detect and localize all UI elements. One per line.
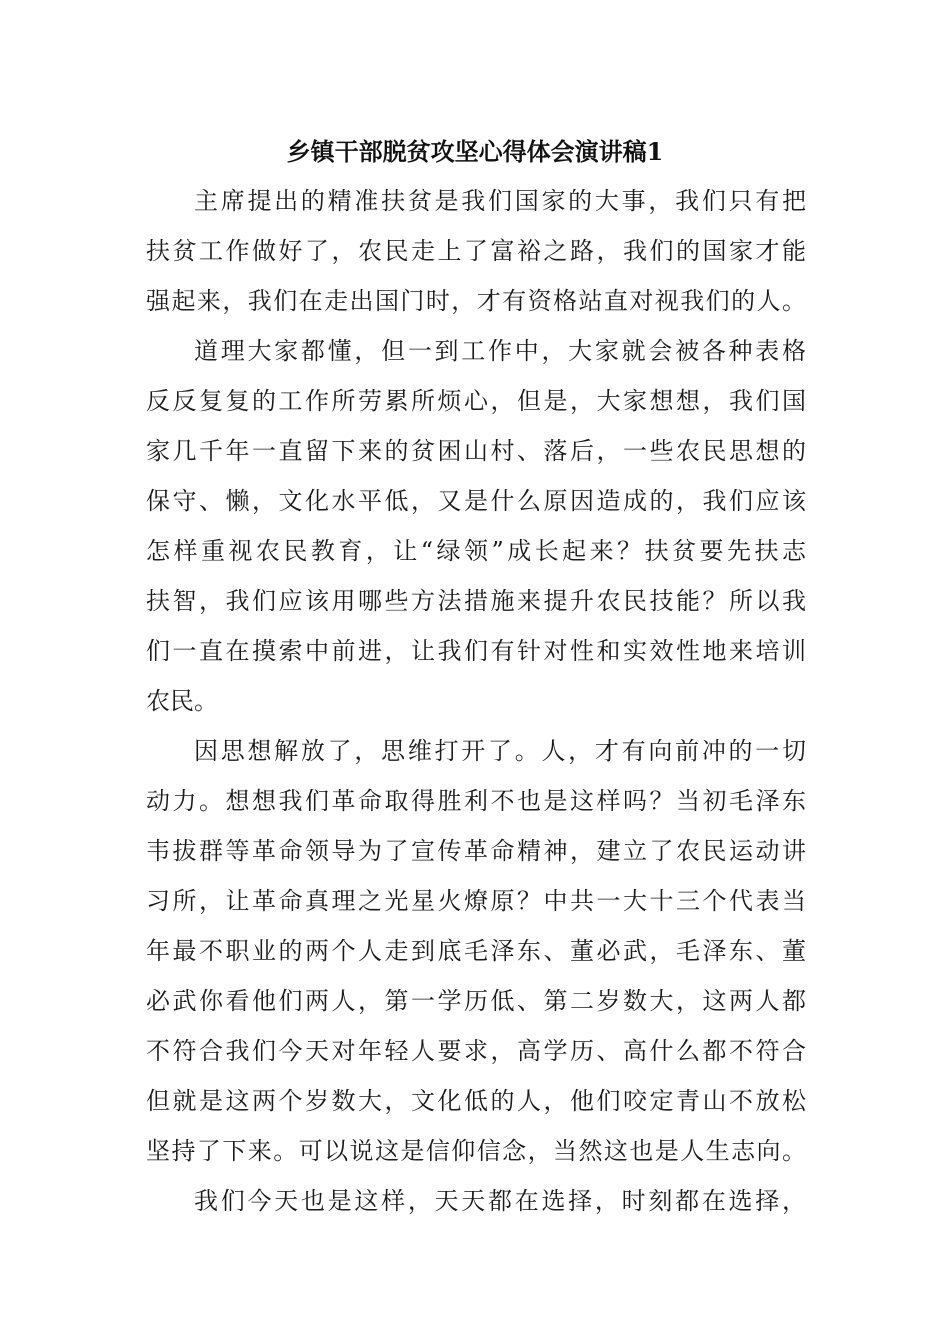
paragraph-1-line-3: 强起来，我们在走出国门时，才有资格站直对视我们的人。 xyxy=(146,287,806,315)
paragraph-3-line-9: 坚持了下来。可以说这是信仰信念，当然这也是人生志向。 xyxy=(146,1137,806,1165)
paragraph-3-line-1: 因思想解放了，思维打开了。人，才有向前冲的一切 xyxy=(194,737,806,765)
paragraph-3-line-4: 习所，让革命真理之光星火燎原？中共一大十三个代表当 xyxy=(146,887,806,915)
paragraph-1-line-1: 主席提出的精准扶贫是我们国家的大事，我们只有把 xyxy=(194,187,806,215)
paragraph-2-line-8: 农民。 xyxy=(146,687,218,715)
paragraph-3-line-7: 不符合我们今天对年轻人要求，高学历、高什么都不符合 xyxy=(146,1037,806,1065)
paragraph-1-line-2: 扶贫工作做好了，农民走上了富裕之路，我们的国家才能 xyxy=(146,237,806,265)
paragraph-2-line-2: 反反复复的工作所劳累所烦心，但是，大家想想，我们国 xyxy=(146,387,806,415)
paragraph-3-line-5: 年最不职业的两个人走到底毛泽东、董必武，毛泽东、董 xyxy=(146,937,806,965)
paragraph-4-line-1: 我们今天也是这样，天天都在选择，时刻都在选择， xyxy=(194,1187,806,1215)
paragraph-3-line-6: 必武你看他们两人，第一学历低、第二岁数大，这两人都 xyxy=(146,987,806,1015)
paragraph-2-line-4: 保守、懒，文化水平低，又是什么原因造成的，我们应该 xyxy=(146,487,806,515)
paragraph-3-line-3: 韦拔群等革命领导为了宣传革命精神，建立了农民运动讲 xyxy=(146,837,806,865)
paragraph-3-line-2: 动力。想想我们革命取得胜利不也是这样吗？当初毛泽东 xyxy=(146,787,806,815)
paragraph-3-line-8: 但就是这两个岁数大，文化低的人，他们咬定青山不放松 xyxy=(146,1087,806,1115)
paragraph-2-line-3: 家几千年一直留下来的贫困山村、落后，一些农民思想的 xyxy=(146,437,806,465)
document-title: 乡镇干部脱贫攻坚心得体会演讲稿1 xyxy=(286,137,664,166)
paragraph-2-line-5: 怎样重视农民教育，让“绿领”成长起来？扶贫要先扶志 xyxy=(146,537,806,565)
paragraph-2-line-7: 们一直在摸索中前进，让我们有针对性和实效性地来培训 xyxy=(146,637,806,665)
paragraph-2-line-6: 扶智，我们应该用哪些方法措施来提升农民技能？所以我 xyxy=(146,587,806,615)
paragraph-2-line-1: 道理大家都懂，但一到工作中，大家就会被各种表格 xyxy=(194,337,806,365)
